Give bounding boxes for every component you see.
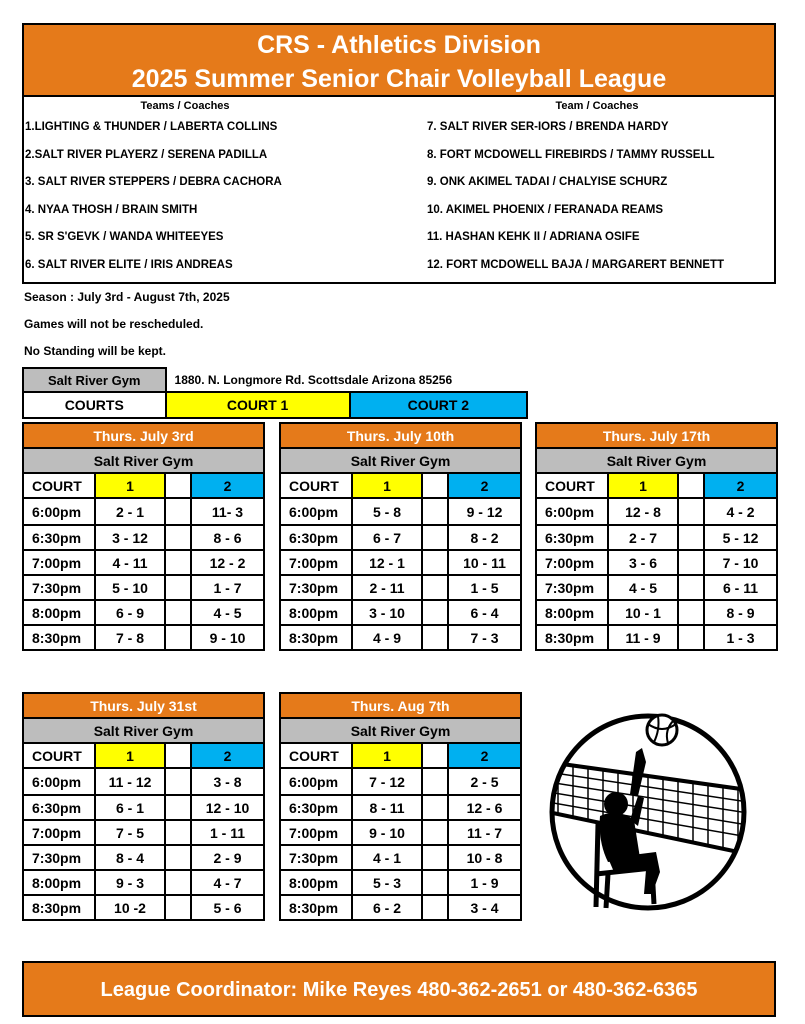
team-entry: 3. SALT RIVER STEPPERS / DEBRA CACHORA — [25, 176, 282, 188]
gym-label: Salt River Gym — [280, 718, 521, 743]
court-header: COURT — [23, 473, 95, 498]
court-1-label: COURT 1 — [166, 392, 350, 418]
game-date: Thurs. July 3rd — [23, 423, 264, 448]
game-row — [280, 575, 521, 600]
court-1-header: 1 — [95, 743, 165, 768]
game-row — [23, 870, 264, 895]
court-1-matchup: 6 - 2 — [352, 895, 422, 920]
team-entry: 2.SALT RIVER PLAYERZ / SERENA PADILLA — [25, 148, 268, 161]
game-time: 7:30pm — [23, 575, 95, 600]
court-2-matchup: 9 - 12 — [448, 498, 521, 525]
spacer-cell — [165, 795, 191, 820]
court-2-header: 2 — [191, 743, 264, 768]
court-2-matchup: 4 - 7 — [191, 870, 264, 895]
coordinator-footer: League Coordinator: Mike Reyes 480-362-2651 or 480-362-6365 — [22, 961, 776, 1017]
court-1-matchup: 11 - 12 — [95, 768, 165, 795]
court-2-header: 2 — [448, 743, 521, 768]
court-1-matchup: 7 - 5 — [95, 820, 165, 845]
spacer-cell — [165, 525, 191, 550]
game-time: 8:30pm — [536, 625, 608, 650]
court-1-matchup: 9 - 10 — [352, 820, 422, 845]
court-1-matchup: 8 - 11 — [352, 795, 422, 820]
game-time: 8:00pm — [280, 600, 352, 625]
court-2-matchup: 2 - 9 — [191, 845, 264, 870]
spacer-cell — [678, 498, 704, 525]
game-row — [23, 895, 264, 920]
court-2-header: 2 — [448, 473, 521, 498]
spacer-cell — [678, 525, 704, 550]
court-2-matchup: 5 - 12 — [704, 525, 777, 550]
game-row — [280, 870, 521, 895]
court-1-matchup: 7 - 12 — [352, 768, 422, 795]
court-header: COURT — [536, 473, 608, 498]
court-1-header: 1 — [95, 473, 165, 498]
court-1-matchup: 2 - 11 — [352, 575, 422, 600]
court-1-matchup: 6 - 1 — [95, 795, 165, 820]
game-row — [23, 845, 264, 870]
court-1-matchup: 12 - 8 — [608, 498, 678, 525]
court-1-matchup: 4 - 1 — [352, 845, 422, 870]
court-1-matchup: 6 - 9 — [95, 600, 165, 625]
court-2-matchup: 7 - 3 — [448, 625, 521, 650]
spacer-cell — [678, 550, 704, 575]
game-time: 7:30pm — [536, 575, 608, 600]
game-time: 6:30pm — [536, 525, 608, 550]
game-row — [280, 625, 521, 650]
schedule-grid — [279, 692, 522, 921]
court-2-matchup: 3 - 8 — [191, 768, 264, 795]
game-row — [536, 625, 777, 650]
game-time: 6:00pm — [280, 768, 352, 795]
spacer-cell — [422, 820, 448, 845]
court-2-header: 2 — [191, 473, 264, 498]
game-row — [23, 498, 264, 525]
spacer-cell — [422, 600, 448, 625]
game-time: 8:30pm — [23, 625, 95, 650]
spacer-cell — [422, 550, 448, 575]
spacer-cell — [678, 625, 704, 650]
spacer-cell — [165, 768, 191, 795]
game-date: Thurs. Aug 7th — [280, 693, 521, 718]
game-time: 6:30pm — [280, 795, 352, 820]
spacer-cell — [422, 870, 448, 895]
game-row — [536, 498, 777, 525]
team-entry: 9. ONK AKIMEL TADAI / CHALYISE SCHURZ — [427, 176, 668, 188]
court-header: COURT — [23, 743, 95, 768]
courts-legend — [22, 367, 528, 419]
team-entry: 6. SALT RIVER ELITE / IRIS ANDREAS — [25, 258, 233, 271]
court-1-matchup: 4 - 5 — [608, 575, 678, 600]
court-1-matchup: 5 - 3 — [352, 870, 422, 895]
court-2-matchup: 12 - 2 — [191, 550, 264, 575]
game-time: 7:00pm — [280, 820, 352, 845]
game-row — [280, 525, 521, 550]
court-1-matchup: 2 - 7 — [608, 525, 678, 550]
game-row — [536, 600, 777, 625]
game-time: 6:30pm — [280, 525, 352, 550]
team-entry: 1.LIGHTING & THUNDER / LABERTA COLLINS — [25, 121, 278, 133]
team-entry: 10. AKIMEL PHOENIX / FERANADA REAMS — [427, 203, 663, 216]
game-date: Thurs. July 10th — [280, 423, 521, 448]
game-row — [280, 845, 521, 870]
game-time: 7:00pm — [23, 550, 95, 575]
game-time: 7:30pm — [280, 575, 352, 600]
spacer-cell — [422, 473, 448, 498]
spacer-cell — [422, 845, 448, 870]
game-time: 7:00pm — [23, 820, 95, 845]
teams-box — [22, 96, 776, 284]
spacer-cell — [165, 625, 191, 650]
game-row — [23, 600, 264, 625]
court-2-matchup: 12 - 6 — [448, 795, 521, 820]
standing-note: No Standing will be kept. — [24, 344, 167, 358]
division-title: CRS - Athletics Division — [257, 31, 541, 59]
courts-label: COURTS — [23, 392, 166, 418]
court-2-matchup: 7 - 10 — [704, 550, 777, 575]
court-2-matchup: 1 - 11 — [191, 820, 264, 845]
game-date: Thurs. July 31st — [23, 693, 264, 718]
team-entry: 5. SR S'GEVK / WANDA WHITEEYES — [25, 231, 224, 243]
game-time: 8:00pm — [23, 870, 95, 895]
game-time: 6:00pm — [536, 498, 608, 525]
game-time: 6:30pm — [23, 795, 95, 820]
game-time: 7:30pm — [280, 845, 352, 870]
spacer-cell — [165, 820, 191, 845]
game-row — [536, 575, 777, 600]
court-2-matchup: 11 - 7 — [448, 820, 521, 845]
game-row — [280, 895, 521, 920]
spacer-cell — [165, 870, 191, 895]
spacer-cell — [165, 845, 191, 870]
game-row — [280, 795, 521, 820]
spacer-cell — [165, 550, 191, 575]
game-row — [23, 820, 264, 845]
spacer-cell — [422, 525, 448, 550]
court-1-matchup: 5 - 10 — [95, 575, 165, 600]
game-time: 7:00pm — [280, 550, 352, 575]
game-row — [23, 575, 264, 600]
court-2-label: COURT 2 — [350, 392, 527, 418]
header-banner — [22, 23, 776, 97]
game-time: 7:00pm — [536, 550, 608, 575]
game-row — [280, 768, 521, 795]
court-1-matchup: 3 - 12 — [95, 525, 165, 550]
team-entry: 7. SALT RIVER SER-IORS / BRENDA HARDY — [427, 121, 669, 133]
court-2-matchup: 11- 3 — [191, 498, 264, 525]
court-2-matchup: 8 - 2 — [448, 525, 521, 550]
schedule-grid — [279, 422, 522, 651]
game-row — [280, 600, 521, 625]
game-row — [23, 795, 264, 820]
court-2-matchup: 8 - 9 — [704, 600, 777, 625]
spacer-cell — [165, 743, 191, 768]
court-header: COURT — [280, 743, 352, 768]
court-2-matchup: 2 - 5 — [448, 768, 521, 795]
game-time: 8:00pm — [536, 600, 608, 625]
game-time: 6:30pm — [23, 525, 95, 550]
court-2-matchup: 9 - 10 — [191, 625, 264, 650]
spacer-cell — [422, 795, 448, 820]
court-2-matchup: 1 - 5 — [448, 575, 521, 600]
team-entry: 4. NYAA THOSH / BRAIN SMITH — [25, 203, 198, 216]
court-1-matchup: 4 - 11 — [95, 550, 165, 575]
court-2-matchup: 4 - 5 — [191, 600, 264, 625]
court-1-matchup: 3 - 6 — [608, 550, 678, 575]
spacer-cell — [165, 473, 191, 498]
schedule-grid — [535, 422, 778, 651]
team-entry: 11. HASHAN KEHK II / ADRIANA OSIFE — [427, 231, 640, 243]
court-2-matchup: 1 - 3 — [704, 625, 777, 650]
schedule-grid — [22, 422, 265, 651]
venue-name: Salt River Gym — [23, 368, 166, 392]
court-2-matchup: 6 - 11 — [704, 575, 777, 600]
teams-right-heading: Team / Coaches — [555, 100, 639, 112]
gym-label: Salt River Gym — [280, 448, 521, 473]
spacer-cell — [165, 895, 191, 920]
team-entry: 12. FORT MCDOWELL BAJA / MARGARERT BENNETT — [427, 258, 725, 271]
court-1-header: 1 — [352, 473, 422, 498]
court-2-matchup: 6 - 4 — [448, 600, 521, 625]
court-2-header: 2 — [704, 473, 777, 498]
court-1-matchup: 3 - 10 — [352, 600, 422, 625]
game-time: 6:00pm — [23, 498, 95, 525]
court-1-matchup: 9 - 3 — [95, 870, 165, 895]
spacer-cell — [678, 473, 704, 498]
spacer-cell — [422, 743, 448, 768]
spacer-cell — [678, 600, 704, 625]
court-1-matchup: 6 - 7 — [352, 525, 422, 550]
game-time: 6:00pm — [23, 768, 95, 795]
spacer-cell — [422, 895, 448, 920]
spacer-cell — [422, 575, 448, 600]
spacer-cell — [422, 498, 448, 525]
court-2-matchup: 1 - 7 — [191, 575, 264, 600]
court-2-matchup: 1 - 9 — [448, 870, 521, 895]
game-row — [280, 820, 521, 845]
court-1-matchup: 2 - 1 — [95, 498, 165, 525]
court-1-matchup: 4 - 9 — [352, 625, 422, 650]
league-title: 2025 Summer Senior Chair Volleyball League — [131, 65, 667, 93]
court-1-matchup: 5 - 8 — [352, 498, 422, 525]
spacer-cell — [678, 575, 704, 600]
court-1-matchup: 8 - 4 — [95, 845, 165, 870]
chair-volleyball-illustration — [548, 712, 748, 912]
game-row — [536, 550, 777, 575]
court-header: COURT — [280, 473, 352, 498]
gym-label: Salt River Gym — [23, 718, 264, 743]
game-row — [536, 525, 777, 550]
court-2-matchup: 12 - 10 — [191, 795, 264, 820]
court-1-matchup: 7 - 8 — [95, 625, 165, 650]
court-2-matchup: 5 - 6 — [191, 895, 264, 920]
court-2-matchup: 8 - 6 — [191, 525, 264, 550]
game-date: Thurs. July 17th — [536, 423, 777, 448]
game-row — [23, 768, 264, 795]
game-row — [23, 525, 264, 550]
court-1-matchup: 11 - 9 — [608, 625, 678, 650]
spacer-cell — [165, 498, 191, 525]
spacer-cell — [165, 575, 191, 600]
schedule-grid — [22, 692, 265, 921]
court-2-matchup: 3 - 4 — [448, 895, 521, 920]
game-row — [280, 550, 521, 575]
gym-label: Salt River Gym — [536, 448, 777, 473]
venue-address: 1880. N. Longmore Rd. Scottsdale Arizona 85256 — [174, 372, 453, 387]
game-time: 8:30pm — [280, 625, 352, 650]
court-1-header: 1 — [352, 743, 422, 768]
spacer-cell — [165, 600, 191, 625]
season-note: Season : July 3rd - August 7th, 2025 — [24, 290, 230, 304]
court-1-matchup: 10 -2 — [95, 895, 165, 920]
court-2-matchup: 4 - 2 — [704, 498, 777, 525]
game-time: 8:00pm — [23, 600, 95, 625]
reschedule-note: Games will not be rescheduled. — [24, 317, 204, 331]
gym-label: Salt River Gym — [23, 448, 264, 473]
court-2-matchup: 10 - 11 — [448, 550, 521, 575]
court-2-matchup: 10 - 8 — [448, 845, 521, 870]
game-time: 8:30pm — [280, 895, 352, 920]
spacer-cell — [422, 625, 448, 650]
team-entry: 8. FORT MCDOWELL FIREBIRDS / TAMMY RUSSELL — [427, 148, 715, 161]
game-time: 6:00pm — [280, 498, 352, 525]
game-row — [23, 550, 264, 575]
game-row — [23, 625, 264, 650]
court-1-matchup: 12 - 1 — [352, 550, 422, 575]
court-1-header: 1 — [608, 473, 678, 498]
game-time: 8:30pm — [23, 895, 95, 920]
teams-right-column — [427, 96, 767, 279]
teams-left-column — [25, 96, 365, 279]
court-1-matchup: 10 - 1 — [608, 600, 678, 625]
spacer-cell — [422, 768, 448, 795]
teams-left-heading: Teams / Coaches — [140, 100, 230, 112]
game-row — [280, 498, 521, 525]
game-time: 7:30pm — [23, 845, 95, 870]
game-time: 8:00pm — [280, 870, 352, 895]
volleyball-ball — [647, 715, 677, 745]
